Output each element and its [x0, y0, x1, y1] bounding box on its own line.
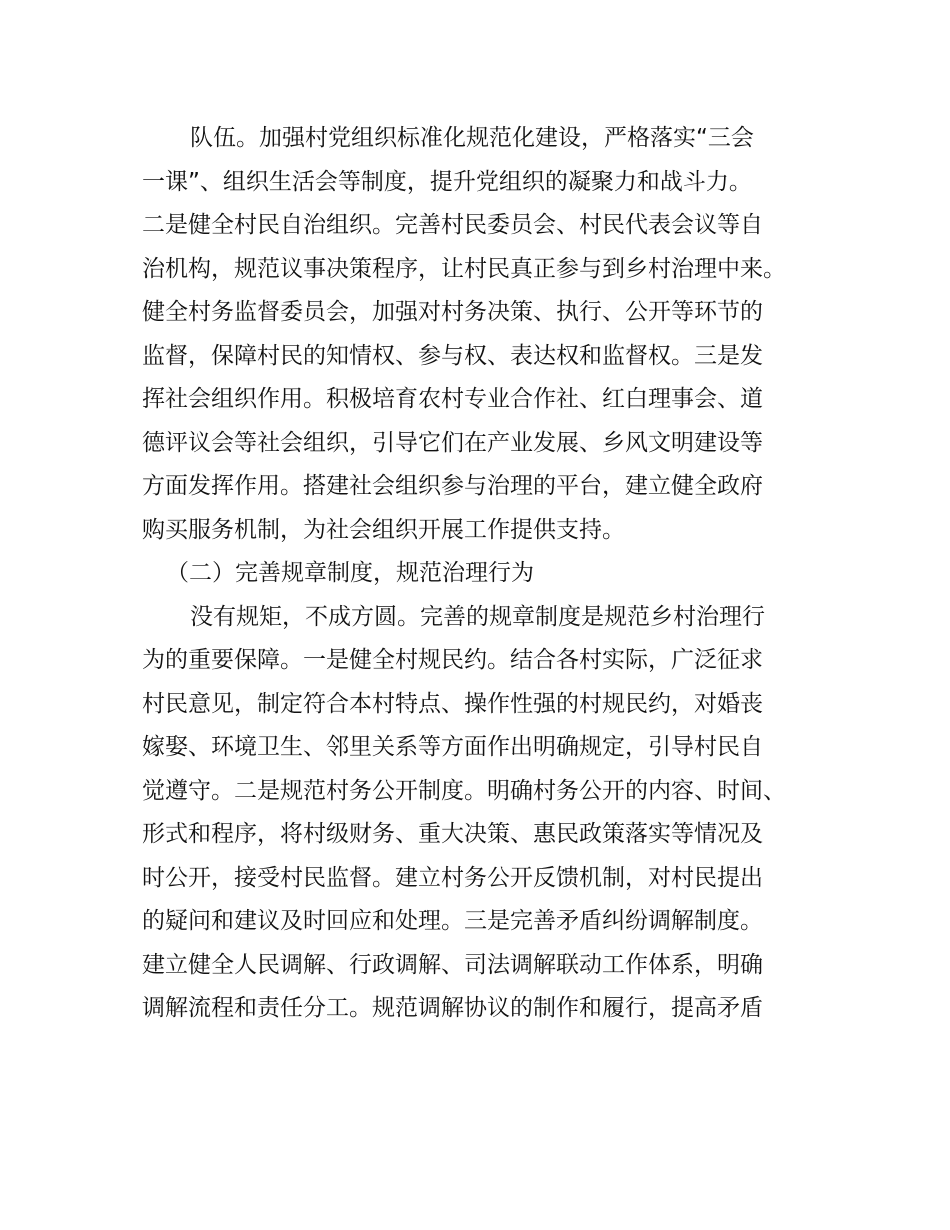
text-line: 形式和程序，将村级财务、重大决策、惠民政策落实等情况及	[142, 821, 763, 847]
text-line: 购买服务机制，为社会组织开展工作提供支持。	[142, 516, 625, 543]
text-line: 调解流程和责任分工。规范调解协议的制作和履行，提高矛盾	[142, 995, 763, 1021]
document-body	[142, 117, 817, 1031]
text-line: 队伍。加强村党组织标准化规范化建设，严格落实“三会	[190, 125, 754, 151]
text-line: 一课”、组织生活会等制度，提升党组织的凝聚力和战斗力。	[142, 168, 752, 195]
section-heading: （二）完善规章制度，规范治理行为	[166, 560, 534, 586]
text-line: 村民意见，制定符合本村特点、操作性强的村规民约，对婚丧	[142, 690, 763, 717]
text-line: 治机构，规范议事决策程序，让村民真正参与到乡村治理中来。	[142, 255, 786, 282]
text-line: 没有规矩，不成方圆。完善的规章制度是规范乡村治理行	[190, 603, 765, 630]
text-line: 健全村务监督委员会，加强对村务决策、执行、公开等环节的	[142, 299, 763, 325]
text-line: 挥社会组织作用。积极培育农村专业合作社、红白理事会、道	[142, 386, 763, 412]
text-line: 的疑问和建议及时回应和处理。三是完善矛盾纠纷调解制度。	[142, 908, 763, 934]
text-line: 建立健全人民调解、行政调解、司法调解联动工作体系，明确	[142, 951, 763, 978]
text-line: 监督，保障村民的知情权、参与权、表达权和监督权。三是发	[142, 342, 763, 369]
text-line: 觉遵守。二是规范村务公开制度。明确村务公开的内容、时间、	[142, 777, 786, 804]
text-line: 时公开，接受村民监督。建立村务公开反馈机制，对村民提出	[142, 864, 763, 891]
text-line: 嫁娶、环境卫生、邻里关系等方面作出明确规定，引导村民自	[142, 734, 763, 760]
text-line: 方面发挥作用。搭建社会组织参与治理的平台，建立健全政府	[142, 473, 763, 499]
text-line: 二是健全村民自治组织。完善村民委员会、村民代表会议等自	[142, 212, 763, 238]
text-line: 德评议会等社会组织，引导它们在产业发展、乡风文明建设等	[142, 429, 763, 456]
text-line: 为的重要保障。一是健全村规民约。结合各村实际，广泛征求	[142, 647, 763, 673]
